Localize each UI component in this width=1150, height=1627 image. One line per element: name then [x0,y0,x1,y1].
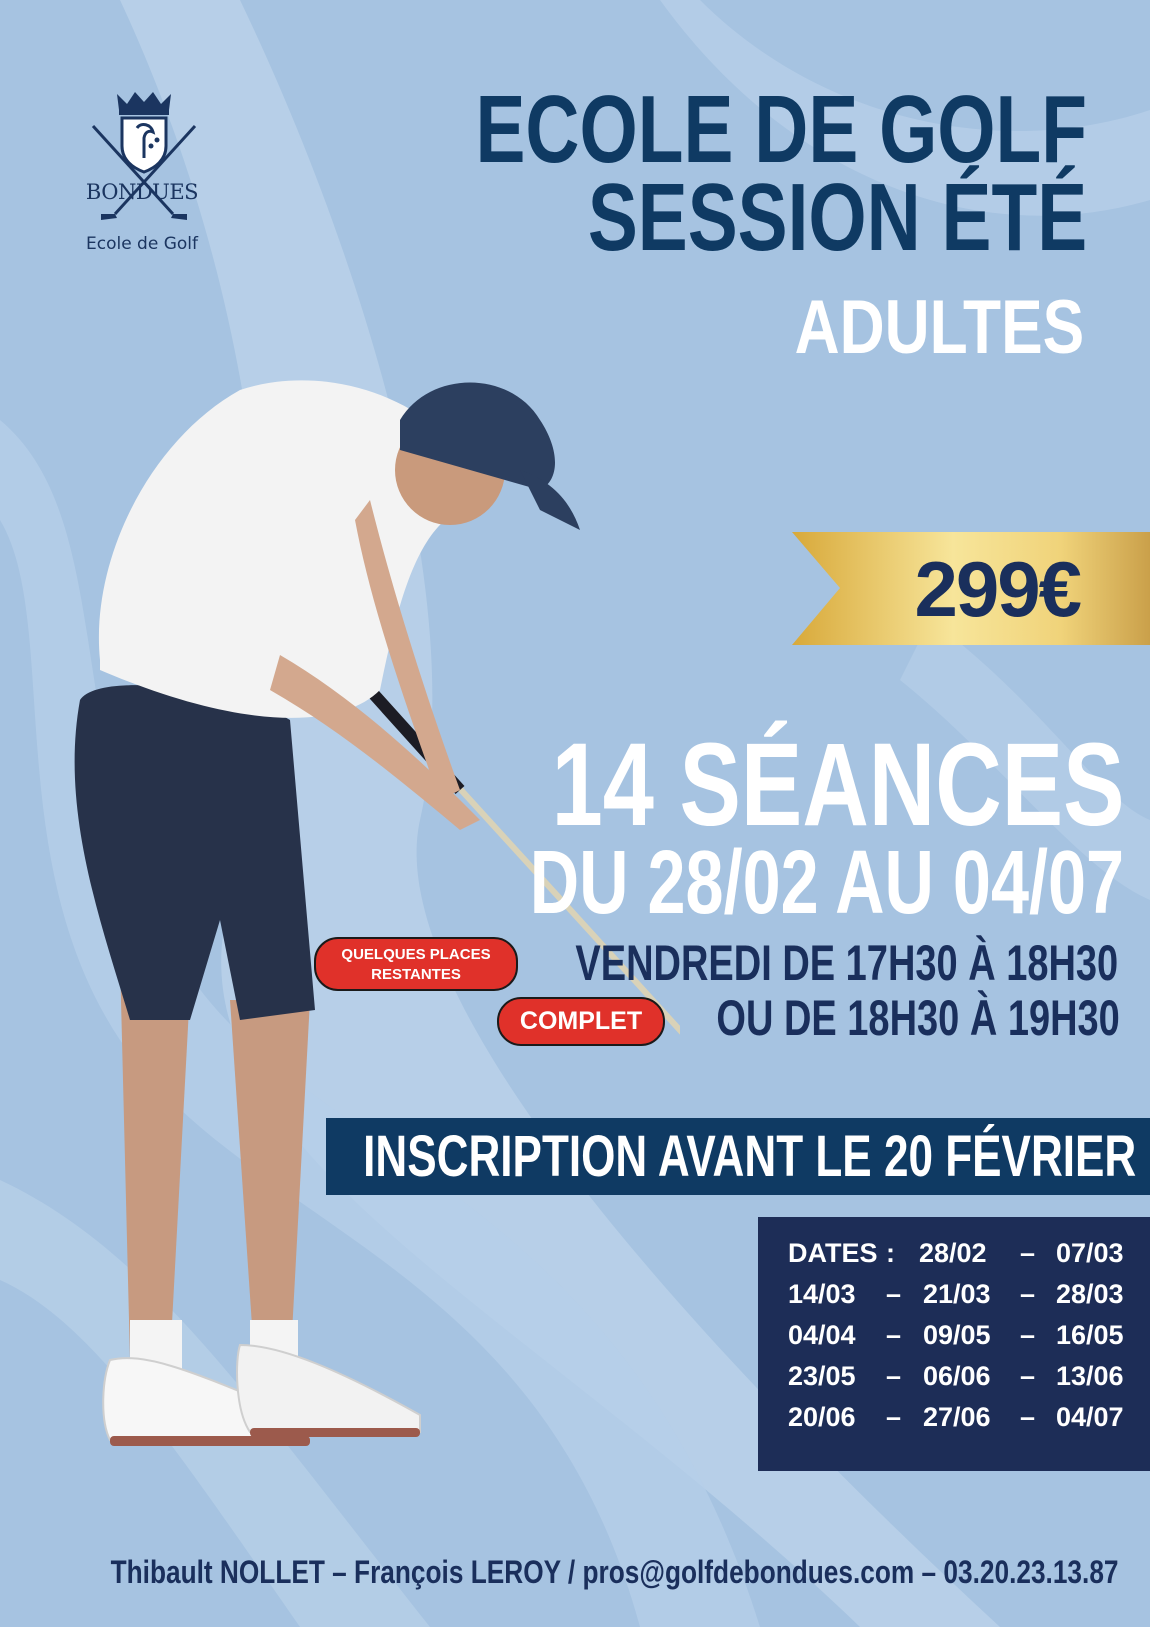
date-cell: 13/06 [1056,1361,1124,1391]
date-cell: 04/07 [1056,1402,1124,1432]
date-separator: – [1020,1402,1036,1432]
crest-icon [89,88,199,228]
date-cell: 16/05 [1056,1320,1124,1350]
date-separator: – [886,1402,902,1432]
date-cell: 04/04 [788,1320,856,1350]
availability-badge-few-places: QUELQUES PLACES RESTANTES [314,937,518,991]
price: 299€ [914,545,1080,633]
dates-colon: : [886,1238,895,1268]
date-cell: 06/06 [923,1361,991,1391]
club-name: BONDUES [85,180,199,204]
club-logo [84,88,204,260]
contact-info: Thibault NOLLET – François LEROY / pros@golfdebondues.com – 03.20.23.13.87 [110,1554,1119,1590]
dates-label: DATES [788,1238,878,1268]
date-separator: – [1020,1320,1036,1350]
date-cell: 21/03 [923,1279,991,1309]
date-cell: 07/03 [1056,1238,1124,1268]
dates-row [758,1274,1150,1315]
dates-row [758,1356,1150,1397]
time-slot-1: VENDREDI DE 17H30 À 18H30 [575,935,1118,991]
contact-footer [0,1552,1130,1592]
date-cell: 28/02 [919,1238,987,1268]
date-separator: – [1020,1238,1036,1268]
date-cell: 23/05 [788,1361,856,1391]
date-cell: 14/03 [788,1279,856,1309]
date-separator: – [1020,1279,1036,1309]
date-cell: 28/03 [1056,1279,1124,1309]
session-period: DU 28/02 AU 04/07 [529,833,1124,933]
date-cell: 27/06 [923,1402,991,1432]
dates-box [758,1217,1150,1471]
date-separator: – [886,1320,902,1350]
audience-label: ADULTES [794,285,1084,370]
club-subtitle: Ecole de Golf [85,234,198,254]
dates-row [758,1315,1150,1356]
date-separator: – [1020,1361,1036,1391]
availability-badge-full: COMPLET [497,997,665,1046]
dates-row [758,1397,1150,1438]
title-line-1: ECOLE DE GOLF [475,76,1087,183]
session-count: 14 SÉANCES [552,719,1125,851]
date-cell: 09/05 [923,1320,991,1350]
time-slot-2: OU DE 18H30 À 19H30 [716,990,1120,1046]
price-ribbon [792,532,1150,645]
date-separator: – [886,1279,902,1309]
date-cell: 20/06 [788,1402,856,1432]
date-separator: – [886,1361,902,1391]
title-line-2: SESSION ÉTÉ [587,164,1087,271]
registration-deadline-bar [326,1118,1150,1195]
dates-row [758,1233,1150,1274]
registration-deadline: INSCRIPTION AVANT LE 20 FÉVRIER [362,1124,1136,1189]
